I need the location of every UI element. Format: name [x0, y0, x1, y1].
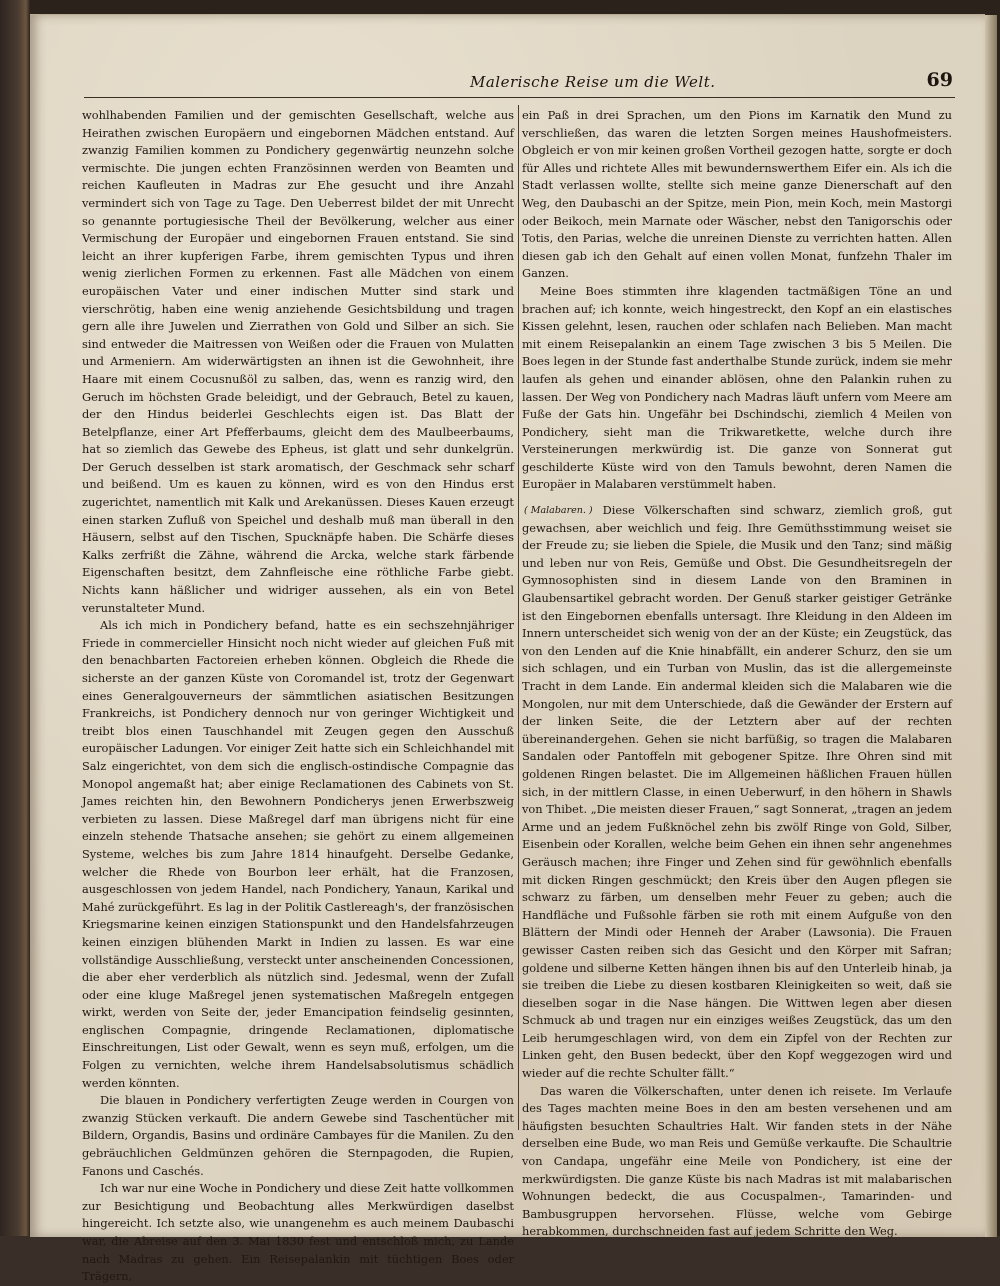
right-column	[522, 107, 952, 1241]
paragraph: Das waren die Völkerschaften, unter denen ich reisete. Im Verlaufe des Tages machten meine Boes in den am besten versehenen und am häufigsten besuchten Schaultries Halt. Wir fanden stets in der Nähe derselben eine Bude, wo man Reis und Gemüße verkaufte. Die Schaultrie von Candapa, ungefähr eine Meile von Pondichery, ist eine der merkwürdigsten. Die ganze Küste bis nach Madras ist mit malabarischen Wohnungen bedeckt, die aus Cocuspalmen-, Tamarinden- und Bambusgruppen hervorsehen. Flüsse, welche vom Gebirge herabkommen, durchschneiden fast auf jedem Schritte den Weg.	[522, 1083, 952, 1239]
page-edge	[985, 15, 997, 1237]
paragraph-text: Diese Völkerschaften sind schwarz, ziemlich groß, gut gewachsen, aber weichlich und feig. Ihre Gemüthsstimmung weiset sie der Freude zu; sie lieben die Spiele, die Musik und den Tanz; sind mäßig und leben nur von Reis, Gemüße und Obst. Die Gesundheitsregeln der Gymnosophisten sind in diesem Lande von den Braminen in Glaubensartikel gebracht worden. Der Genuß starker geistiger Getränke ist den Eingebornen ebenfalls untersagt. Ihre Kleidung in den Aldeen im Innern unterscheidet sich wenig von der an der Küste; ein Zeugstück, das von den Lenden auf die Knie hinabfällt, ein anderer Schurz, den sie um sich schlagen, und ein Turban von Muslin, das ist die allergemeinste Tracht in dem Lande. Ein andermal kleiden sich die Malabaren wie die Mongolen, nur mit dem Unterschiede, daß die Gewänder der Erstern auf der linken Seite, die der Letztern aber auf der rechten übereinandergehen. Gehen sie nicht barfüßig, so tragen die Malabaren Sandalen oder Pantoffeln mit gebogener Spitze. Ihre Ohren sind mit goldenen Ringen belastet. Die im Allgemeinen häßlichen Frauen hüllen sich, in der mittlern Classe, in einen Ueberwurf, in den höhern in Shawls von Thibet. „Die meisten dieser Frauen,“ sagt Sonnerat, „tragen an jedem Arme und an jedem Fußknöchel zehn bis zwölf Ringe von Gold, Silber, Eisenbein oder Korallen, welche beim Gehen ein ihnen sehr angenehmes Geräusch machen; ihre Finger und Zehen sind für gewöhnlich ebenfalls mit dicken Ringen geschmückt; den Kreis über den Augen pflegen sie schwarz zu färben, um denselben mehr Feuer zu geben; auch die Handfläche und Fußsohle färben sie roth mit einem Aufguße von den Blättern der Mindi oder Henneh der Araber (Lawsonia). Die Frauen gewisser Casten reiben sich das Gesicht und den Körper mit Safran; goldene und silberne Ketten hängen ihnen bis auf den Unterleib hinab, ja sie treiben die Liebe zu diesen kostbaren Kleinigkeiten so weit, daß sie dieselben sogar in die Nase hängen. Die Wittwen legen aber diesen Schmuck ab und tragen nur ein einziges weißes Zeugstück, das um den Leib herumgeschlagen wird, von dem ein Zipfel von der Rechten zur Linken geht, den Busen bedeckt, über den Kopf weggezogen wird und wieder auf die rechte Schulter fällt.“	[522, 503, 952, 1081]
paragraph: ein Paß in drei Sprachen, um den Pions im Karnatik den Mund zu verschließen, das waren die letzten Sorgen meines Haushofmeisters. Obgleich er von mir keinen großen Vortheil gezogen hatte, sorgte er doch für Alles und richtete Alles mit bewundernswerthem Eifer ein. Als ich die Stadt verlassen wollte, stellte sich meine ganze Dienerschaft auf den Weg, den Daubaschi an der Spitze, mein Pion, mein Koch, mein Mastorgi oder Beikoch, mein Marnate oder Wäscher, nebst den Tanigorschis oder Totis, den Parias, welche die unreinen Dienste zu verrichten hatten. Allen diesen gab ich den Gehalt auf einen vollen Monat, funfzehn Thaler im Ganzen.	[522, 108, 952, 281]
paragraph: Als ich mich in Pondichery befand, hatte es ein sechszehnjähriger Friede in commercieller Hinsicht noch nicht wieder auf gleichen Fuß mit den benachbarten Factoreien erheben können. Obgleich die Rhede die sicherste an der ganzen Küste von Coromandel ist, trotz der Gegenwart eines Generalgouverneurs der sämmtlichen asiatischen Besitzungen Frankreichs, ist Pondichery dennoch nur von geringer Wichtigkeit und treibt blos einen Tauschhandel mit Zeugen gegen den Ausschuß europäischer Ladungen. Vor einiger Zeit hatte sich ein Schleichhandel mit Salz eingerichtet, von dem sich die englisch-ostindische Compagnie das Monopol angemaßt hat; aber einige Reclamationen des Cabinets von St. James reichten hin, den Bewohnern Pondicherys jenen Erwerbszweig verbieten zu lassen. Diese Maßregel darf man übrigens nicht für eine einzeln stehende Thatsache ansehen; sie gehört zu einem allgemeinen Systeme, welches bis zum Jahre 1814 hinaufgeht. Derselbe Gedanke, welcher die Rhede von Bourbon leer erhält, hat die Franzosen, ausgeschlossen von jedem Handel, nach Pondichery, Yanaun, Karikal und Mahé zurückgeführt. Es lag in der Politik Castlereagh's, der französischen Kriegsmarine keinen einzigen Stationspunkt und den Handelsfahrzeugen keinen einzigen blühenden Markt in Indien zu lassen. Es war eine vollständige Ausschließung, versteckt unter anscheinenden Concessionen, die aber eher verderblich als nützlich sind. Jedesmal, wenn der Zufall oder eine kluge Maßregel jenen systematischen Maßregeln entgegen wirkt, werden von Seite der, jeder Emancipation feindselig gesinnten, englischen Compagnie, dringende Reclamationen, diplomatische Einschreitungen, List oder Gewalt, wenn es seyn muß, erfolgen, um die Folgen zu vernichten, welche ihrem Handelsabsolutismus schädlich werden könnten.	[82, 618, 514, 1090]
paragraph: wohlhabenden Familien und der gemischten Gesellschaft, welche aus Heirathen zwischen Europäern und eingebornen Mädchen entstand. Auf zwanzig Familien kommen zu Pondichery gegenwärtig neunzehn solche vermischte. Die jungen echten Französinnen werden von Beamten und reichen Kaufleuten in Madras zur Ehe gesucht und ihre Anzahl vermindert sich von Tage zu Tage. Den Ueberrest bildet der mit Unrecht so genannte portugiesische Theil der Bevölkerung, welcher aus einer Vermischung der Europäer und eingebornen Frauen entstand. Sie sind leicht an ihrer kupferigen Farbe, ihrem gemischten Typus und ihren wenig zierlichen Formen zu erkennen. Fast alle Mädchen von einem europäischen Vater und einer indischen Mutter sind stark und vierschrötig, haben eine wenig anziehende Gesichtsbildung und tragen gern alle ihre Juwelen und Zierrathen von Gold und Silber an sich. Sie sind entweder die Maitressen von Weißen oder die Frauen von Mulatten und Armeniern. Am widerwärtigsten an ihnen ist die Gewohnheit, ihre Haare mit einem Cocusnußöl zu salben, das, wenn es ranzig wird, den Geruch im höchsten Grade beleidigt, und der Gebrauch, Betel zu kauen, der den Hindus beiderlei Geschlechts eigen ist. Das Blatt der Betelpflanze, einer Art Pfefferbaums, gleicht dem des Maulbeerbaums, hat so ziemlich das Gewebe des Epheus, ist glatt und sehr dunkelgrün. Der Geruch desselben ist stark aromatisch, der Geschmack sehr scharf und beißend. Um es kauen zu können, wird es von den Hindus erst zugerichtet, namentlich mit Kalk und Arekanüssen. Dieses Kauen erzeugt einen starken Zufluß von Speichel und deshalb muß man überall in den Häusern, selbst auf den Tischen, Spucknäpfe haben. Die Schärfe dieses Kalks zerfrißt die Zähne, während die Arcka, welche stark färbende Eigenschaften besitzt, dem Zahnfleische eine röthliche Farbe giebt. Nichts kann häßlicher und widriger aussehen, als ein von Betel verunstalteter Mund.	[82, 108, 514, 615]
paragraph: Die blauen in Pondichery verfertigten Zeuge werden in Courgen von zwanzig Stücken verkauft. Die andern Gewebe sind Taschentücher mit Bildern, Organdis, Basins und ordinäre Cambayes für die Manilen. Zu den gebräuchlichen Geldmünzen gehören die Sternpagoden, die Rupien, Fanons und Caschés.	[82, 1093, 514, 1178]
paragraph: Meine Boes stimmten ihre klagenden tactmäßigen Töne an und brachen auf; ich konnte, weich hingestreckt, den Kopf an ein elastisches Kissen gelehnt, lesen, rauchen oder schlafen nach Belieben. Man macht mit einem Reisepalankin an einem Tage zwischen 3 bis 5 Meilen. Die Boes legen in der Stunde fast anderthalbe Stunde zurück, indem sie mehr laufen als gehen und einander ablösen, ohne den Palankin ruhen zu lassen. Der Weg von Pondichery nach Madras läuft unfern vom Meere am Fuße der Gats hin. Ungefähr bei Dschindschi, ziemlich 4 Meilen von Pondichery, sieht man die Trikwaretkette, welche durch ihre Versteinerungen merkwürdig ist. Die ganze von Sonnerat gut geschilderte Küste wird von den Tamuls bewohnt, deren Namen die Europäer in Malabaren verstümmelt haben.	[522, 283, 952, 492]
book-page	[30, 14, 985, 1284]
column-divider	[518, 105, 519, 1130]
running-head: Malerische Reise um die Welt.	[470, 73, 716, 91]
paragraph-with-margin-note	[522, 502, 952, 1083]
header-rule	[84, 97, 955, 98]
left-column	[82, 107, 514, 1286]
page-number: 69	[926, 69, 953, 91]
paragraph: Ich war nur eine Woche in Pondichery und diese Zeit hatte vollkommen zur Besichtigung und Beobachtung alles Merkwürdigen daselbst hingereicht. Ich setzte also, wie unangenehm es auch meinem Daubaschi war, die Abreise auf den 3. Mai 1830 fest und entschloß mich, zu Lande nach Madras zu gehen. Ein Reisepalankin mit tüchtigen Boes oder Trägern,	[82, 1181, 514, 1284]
margin-note: ( Malabaren. )	[524, 505, 593, 517]
